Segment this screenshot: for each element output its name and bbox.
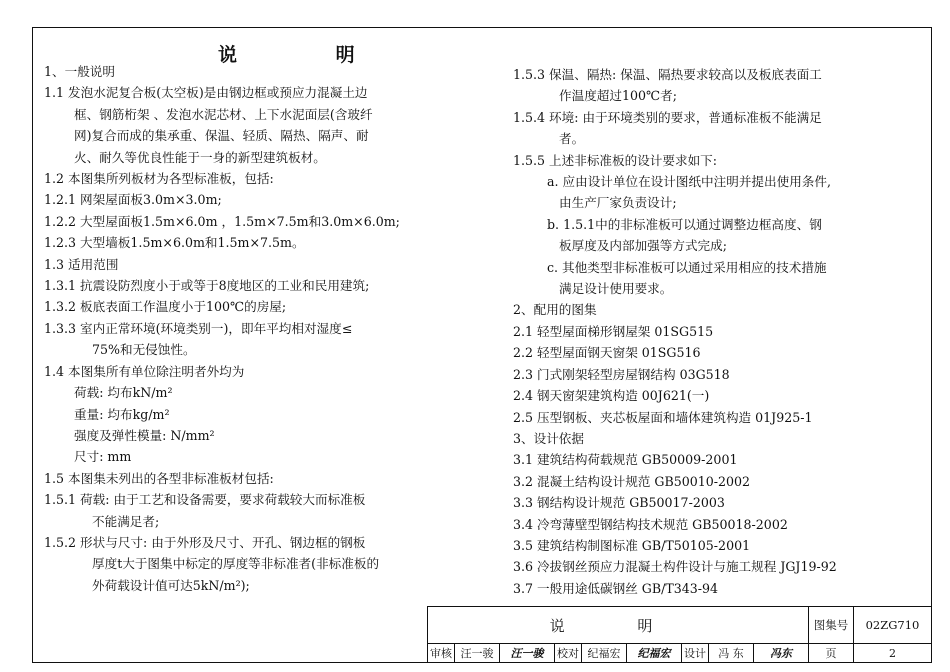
atlas-label: 图集号	[809, 607, 854, 643]
review-label: 审核	[428, 643, 455, 663]
unit-line: 重量: 均布kg/m²	[74, 406, 170, 422]
section-heading: 2、配用的图集	[513, 302, 597, 318]
section-heading: 3、设计依据	[513, 430, 584, 446]
paragraph-line: 75%和无侵蚀性。	[92, 342, 196, 358]
paragraph-line: 1.2.2 大型屋面板1.5m×6.0m ，1.5m×7.5m和3.0m×6.0m;	[44, 213, 400, 229]
reference-line: 3.3 钢结构设计规范 GB50017-2003	[513, 495, 725, 511]
paragraph-line: 1.3.1 抗震设防烈度小于或等于8度地区的工业和民用建筑;	[44, 278, 370, 294]
check-label: 校对	[555, 643, 582, 663]
reference-line: 2.4 钢天窗架建筑构造 00J621(一)	[513, 388, 710, 404]
title-block	[427, 606, 932, 663]
design-name: 冯 东	[709, 643, 754, 663]
paragraph-line: 厚度t大于图集中标定的厚度等非标准者(非标准板的	[92, 556, 380, 572]
paragraph-line: 1.5 本图集未列出的各型非标准板材包括:	[44, 470, 274, 486]
reference-line: 3.1 建筑结构荷载规范 GB50009-2001	[513, 452, 738, 468]
paragraph-line: 1.2.3 大型墙板1.5m×6.0m和1.5m×7.5m。	[44, 235, 305, 251]
paragraph-line: 作温度超过100℃者;	[559, 88, 677, 104]
reference-line: 2.3 门式刚架轻型房屋钢结构 03G518	[513, 366, 730, 382]
reference-line: 2.5 压型钢板、夹芯板屋面和墙体建筑构造 01J925-1	[513, 409, 813, 425]
paragraph-line: 1.5.2 形状与尺寸: 由于外形及尺寸、开孔、钢边框的钢板	[44, 534, 366, 550]
paragraph-line: 1.5.1 荷载: 由于工艺和设备需要，要求荷载较大而标准板	[44, 492, 366, 508]
paragraph-line: b. 1.5.1中的非标准板可以通过调整边框高度、钢	[547, 216, 822, 232]
review-name: 汪一骏	[455, 643, 500, 663]
paragraph-line: 1.5.3 保温、隔热: 保温、隔热要求较高以及板底表面工	[513, 67, 822, 82]
title-block-name: 说 明	[428, 607, 809, 643]
reference-line: 3.4 冷弯薄壁型钢结构技术规范 GB50018-2002	[513, 516, 788, 532]
paragraph-line: 板厚度及内部加强等方式完成;	[559, 238, 727, 254]
page-label: 页	[809, 643, 854, 663]
page-title: 说 明	[218, 44, 401, 66]
paragraph-line: 者。	[559, 131, 585, 147]
title-block-bottom-row	[428, 643, 931, 663]
paragraph-line: a. 应由设计单位在设计图纸中注明并提出使用条件,	[547, 174, 831, 190]
design-label: 设计	[682, 643, 709, 663]
paragraph-line: 不能满足者;	[92, 513, 160, 529]
check-name: 纪福宏	[582, 643, 627, 663]
paragraph-line: 外荷载设计值可达5kN/m²);	[92, 577, 250, 593]
paragraph-line: 1.3.3 室内正常环境(环境类别一)，即年平均相对湿度≤	[44, 320, 353, 336]
reference-line: 2.1 轻型屋面梯形钢屋架 01SG515	[513, 323, 714, 339]
paragraph-line: 1.2.1 网架屋面板3.0m×3.0m;	[44, 192, 222, 208]
paragraph-line: 框、钢筋桁架 、发泡水泥芯材、上下水泥面层(含玻纤	[74, 106, 373, 122]
unit-line: 强度及弹性模量: N/mm²	[74, 427, 215, 443]
title-block-top-row	[428, 607, 931, 644]
reference-line: 2.2 轻型屋面钢天窗架 01SG516	[513, 345, 701, 361]
unit-line: 荷载: 均布kN/m²	[74, 385, 173, 401]
paragraph-line: 网)复合而成的集承重、保温、轻质、隔热、隔声、耐	[74, 128, 369, 144]
left-column	[44, 61, 484, 596]
reference-line: 3.7 一般用途低碳钢丝 GB/T343-94	[513, 580, 719, 596]
paragraph-line: 由生产厂家负责设计;	[559, 195, 677, 211]
paragraph-line: 1.5.4 环境: 由于环境类别的要求，普通标准板不能满足	[513, 109, 822, 125]
right-column	[513, 64, 923, 599]
review-signature: 汪一骏	[500, 643, 555, 663]
unit-line: 尺寸: mm	[74, 449, 132, 465]
paragraph-line: 1.3.2 板底表面工作温度小于100℃的房屋;	[44, 299, 287, 315]
reference-line: 3.5 建筑结构制图标准 GB/T50105-2001	[513, 537, 751, 553]
paragraph-line: 1.1 发泡水泥复合板(太空板)是由钢边框或预应力混凝土边	[44, 85, 368, 101]
reference-line: 3.2 混凝土结构设计规范 GB50010-2002	[513, 473, 751, 489]
paragraph-line: c. 其他类型非标准板可以通过采用相应的技术措施	[547, 259, 827, 275]
paragraph-line: 1.2 本图集所列板材为各型标准板，包括:	[44, 171, 274, 187]
check-signature: 纪福宏	[627, 643, 682, 663]
paragraph-line: 1.5.5 上述非标准板的设计要求如下:	[513, 152, 718, 168]
paragraph-line: 火、耐久等优良性能于一身的新型建筑板材。	[74, 149, 326, 165]
paragraph-line: 满足设计使用要求。	[559, 281, 673, 297]
paragraph-line: 1.4 本图集所有单位除注明者外均为	[44, 363, 245, 379]
design-signature: 冯东	[754, 643, 809, 663]
reference-line: 3.6 冷拔钢丝预应力混凝土构件设计与施工规程 JGJ19-92	[513, 559, 837, 575]
section-heading: 1、一般说明	[44, 64, 115, 79]
page-number: 2	[889, 646, 896, 660]
atlas-number: 02ZG710	[865, 618, 920, 632]
paragraph-line: 1.3 适用范围	[44, 256, 119, 272]
